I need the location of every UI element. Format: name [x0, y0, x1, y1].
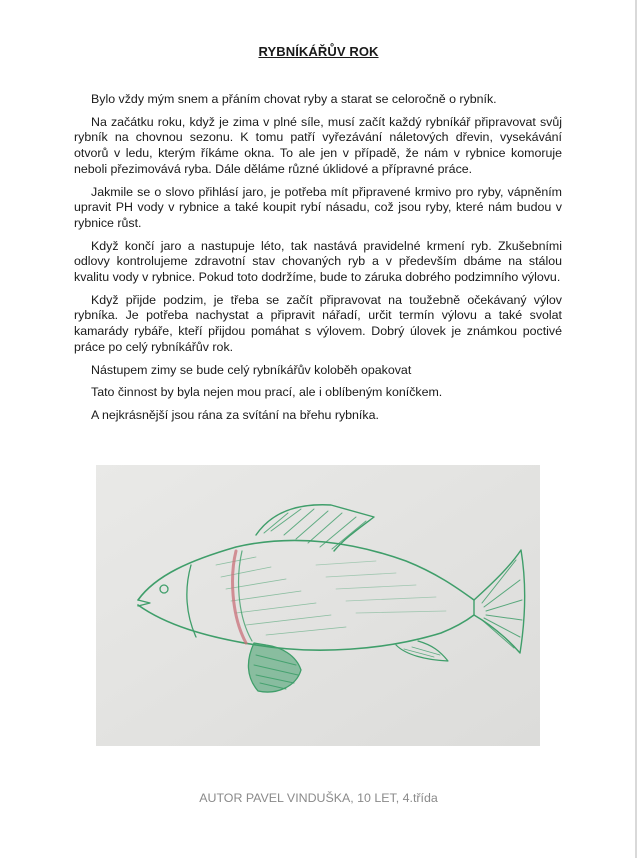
document-body — [74, 92, 562, 431]
paragraph: Tato činnost by byla nejen mou prací, ale i oblíbeným koníčkem. — [91, 385, 443, 400]
paragraph: Když přijde podzim, je třeba se začít připravovat na toužebně očekávaný výlov rybníka. Je potřeba nachystat a připravit nářadí, určit termín výlovu a také svolat kamarády rybáře, kteří přijdou pomáhat s výlovem. Dobrý úlovek je známkou poctivé práce po celý rybníkářův rok. — [74, 292, 562, 354]
paragraph: Když končí jaro a nastupuje léto, tak nastává pravidelné krmení ryb. Zkušebními odlovy kontrolujeme zdravotní stav chovaných ryb a v především dbáme na stálou kvalitu vody v rybnice. Pokud toto dodržíme, bude to záruka dobrého podzimního výlovu. — [74, 238, 562, 285]
paragraph: A nejkrásnější jsou rána za svítání na břehu rybníka. — [91, 407, 379, 422]
author-caption: AUTOR PAVEL VINDUŠKA, 10 LET, 4.třída — [199, 791, 438, 805]
paragraph: Nástupem zimy se bude celý rybníkářův koloběh opakovat — [91, 362, 412, 377]
page-title: RYBNÍKÁŘŮV ROK — [258, 44, 379, 59]
paragraph: Jakmile se o slovo přihlásí jaro, je potřeba mít připravené krmivo pro ryby, vápněním upravit PH vody v rybnice a také koupit rybí násadu, což jsou ryby, které nám budou v rybnice růst. — [74, 184, 562, 230]
fish-drawing-icon — [96, 465, 540, 746]
paragraph: Bylo vždy mým snem a přáním chovat ryby a starat se celoročně o rybník. — [91, 92, 497, 106]
paragraph: Na začátku roku, když je zima v plné síle, musí začít každý rybníkář připravovat svůj rybník na chovnou sezonu. K tomu patří vyřezávání náletových dřevin, vysekávání otvorů v ledu, kterým říkáme okna. To ale jen v případě, že nám v rybnice komoruje neboli přezimovává ryba. Dále děláme různé úklidové a přípravné práce. — [74, 114, 562, 176]
